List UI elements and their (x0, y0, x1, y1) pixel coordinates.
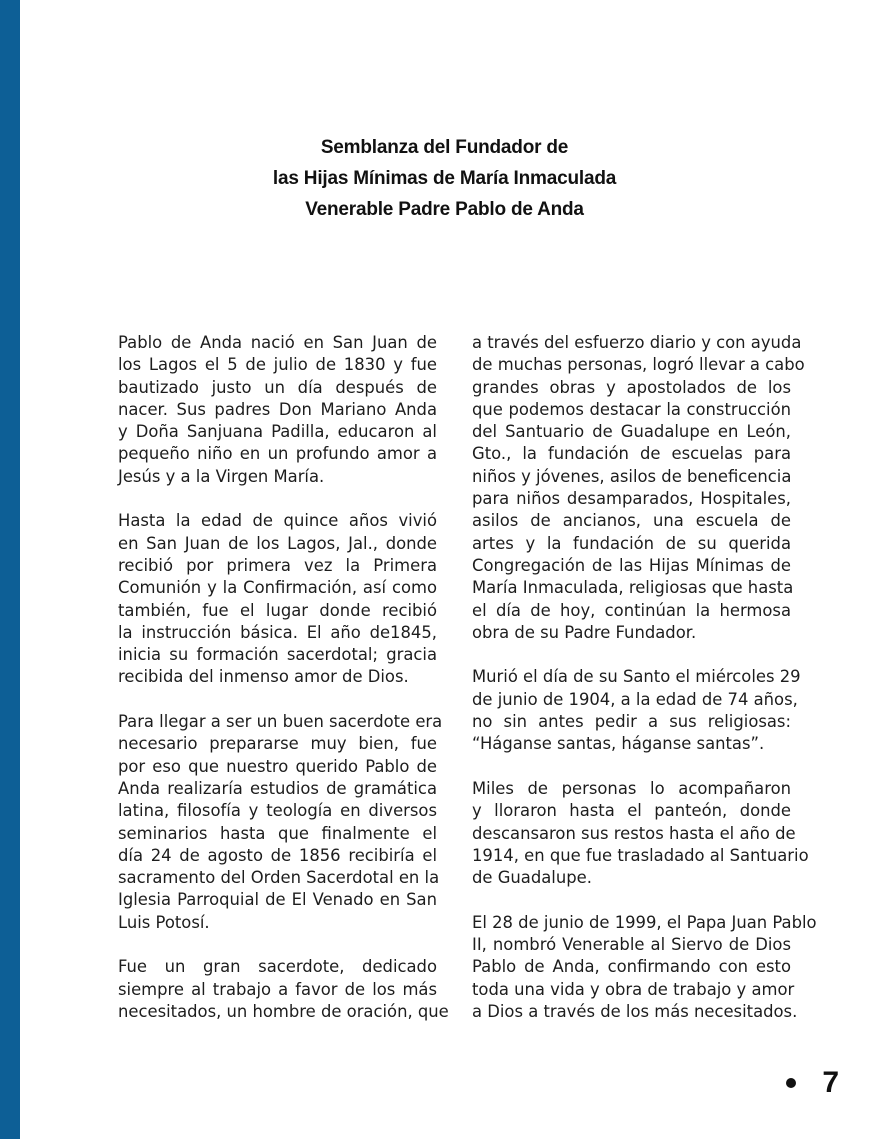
text-line: necesitados, un hombre de oración, que (118, 1001, 449, 1021)
text-line: y lloraron hasta el panteón, donde (472, 801, 791, 821)
title-line-2: las Hijas Mínimas de María Inmaculada (272, 168, 617, 189)
text-line: los Lagos el 5 de julio de 1830 y fue (118, 355, 437, 375)
text-line: latina, filosofía y teología en diversos (118, 801, 437, 821)
text-line: necesario prepararse muy bien, fue (118, 734, 437, 754)
text-line: de muchas personas, logró llevar a cabo (472, 355, 805, 375)
text-line: asilos de ancianos, una escuela de (472, 511, 791, 531)
text-line: Miles de personas lo acompañaron (472, 778, 791, 798)
left-column (118, 332, 449, 1046)
text-line: no sin antes pedir a sus religiosas: (472, 712, 791, 732)
title-line-1: Semblanza del Fundador de (320, 137, 569, 158)
text-line: a través del esfuerzo diario y con ayuda (472, 333, 802, 352)
text-line: la instrucción básica. El año de1845, (118, 622, 437, 642)
text-line: niños y jóvenes, asilos de beneficencia (472, 466, 792, 486)
text-line: siempre al trabajo a favor de los más (118, 979, 437, 999)
title-line-3: Venerable Padre Pablo de Anda (305, 199, 584, 220)
text-line: sacramento del Orden Sacerdotal en la (118, 868, 440, 888)
text-line: obra de su Padre Fundador. (472, 622, 697, 642)
text-line: bautizado justo un día después de (118, 377, 437, 397)
text-line: “Háganse santas, háganse santas”. (472, 734, 765, 754)
text-line: 1914, en que fue trasladado al Santuario (472, 845, 809, 865)
text-line: Anda realizaría estudios de gramática (118, 778, 437, 798)
text-line: artes y la fundación de su querida (472, 533, 791, 553)
text-line: del Santuario de Guadalupe en León, (472, 422, 791, 442)
text-line: día 24 de agosto de 1856 recibiría el (118, 845, 437, 865)
paragraph-studies (118, 711, 443, 934)
bullet-dot (786, 1078, 796, 1088)
text-line: pequeño niño en un profundo amor a (118, 444, 437, 464)
text-line: descansaron sus restos hasta el año de (472, 823, 796, 843)
text-line: recibida del inmenso amor de Dios. (118, 667, 409, 687)
paragraph-birth (118, 332, 437, 488)
paragraph-youth (118, 510, 437, 688)
paragraph-death (472, 666, 801, 755)
paragraph-venerable (472, 912, 817, 1023)
text-line: para niños desamparados, Hospitales, (472, 489, 791, 509)
text-line: en San Juan de los Lagos, Jal., donde (118, 533, 437, 553)
text-line: toda una vida y obra de trabajo y amor (472, 979, 795, 999)
text-line: nacer. Sus padres Don Mariano Anda (118, 399, 437, 419)
text-line: por eso que nuestro querido Pablo de (118, 756, 437, 776)
text-line: seminarios hasta que finalmente el (118, 823, 437, 843)
text-line: Luis Potosí. (118, 912, 210, 932)
text-line: María Inmaculada, religiosas que hasta (472, 578, 794, 598)
text-line: II, nombró Venerable al Siervo de Dios (472, 935, 791, 955)
text-line: también, fue el lugar donde recibió (118, 600, 437, 620)
text-line: y Doña Sanjuana Padilla, educaron al (118, 422, 437, 442)
text-line: inicia su formación sacerdotal; gracia (118, 645, 437, 665)
paragraph-burial (472, 778, 809, 889)
text-line: Jesús y a la Virgen María. (118, 466, 325, 486)
text-line: grandes obras y apostolados de los (472, 377, 791, 397)
text-line: El 28 de junio de 1999, el Papa Juan Pablo (472, 912, 817, 932)
text-line: Pablo de Anda, confirmando con esto (472, 957, 791, 977)
text-line: Murió el día de su Santo el miércoles 29 (472, 667, 801, 687)
text-line: Hasta la edad de quince años vivió (118, 511, 437, 531)
page-number: 7 (822, 1066, 839, 1099)
text-line: Congregación de las Hijas Mínimas de (472, 555, 791, 575)
text-line: a Dios a través de los más necesitados. (472, 1001, 798, 1021)
page-title (0, 132, 889, 225)
text-line: de Guadalupe. (472, 868, 592, 888)
right-column (472, 332, 817, 1046)
text-line: Fue un gran sacerdote, dedicado (118, 957, 437, 977)
paragraph-works (472, 332, 805, 644)
text-line: Comunión y la Confirmación, así como (118, 578, 437, 598)
text-line: Gto., la fundación de escuelas para (472, 444, 791, 464)
text-line: el día de hoy, continúan la hermosa (472, 600, 791, 620)
text-line: Iglesia Parroquial de El Venado en San (118, 890, 437, 910)
text-line: Para llegar a ser un buen sacerdote era (118, 712, 443, 732)
paragraph-priest (118, 956, 449, 1023)
text-line: recibió por primera vez la Primera (118, 555, 437, 575)
text-line: que podemos destacar la construcción (472, 399, 791, 419)
text-line: Pablo de Anda nació en San Juan de (118, 333, 437, 352)
text-line: de junio de 1904, a la edad de 74 años, (472, 689, 798, 709)
